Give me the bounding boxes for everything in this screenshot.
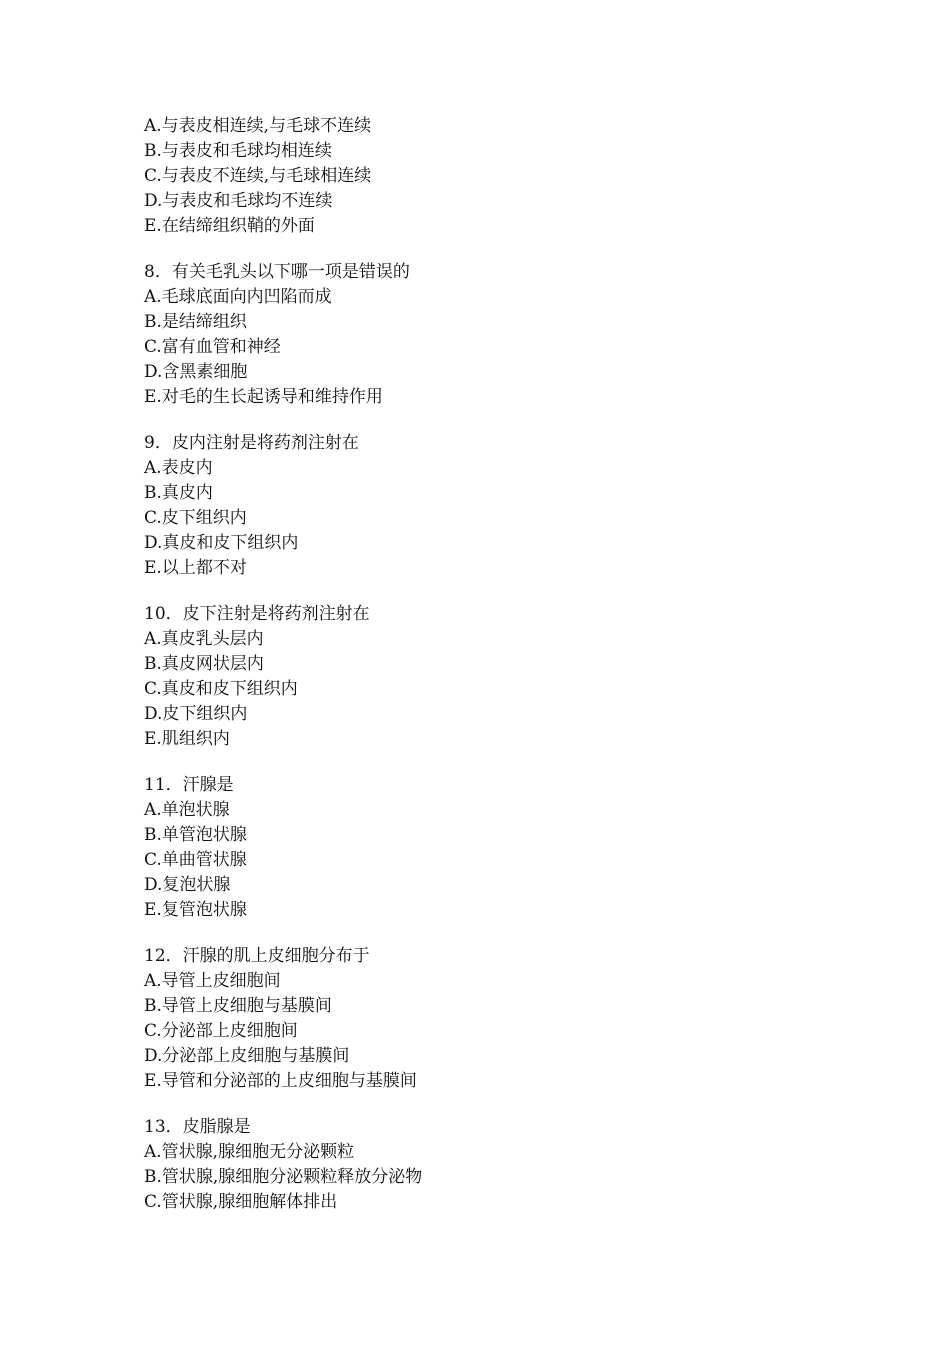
question-block xyxy=(144,602,864,752)
question-block xyxy=(144,773,864,923)
option-c: C.管状腺,腺细胞解体排出 xyxy=(144,1192,338,1212)
option-e: E.以上都不对 xyxy=(144,558,247,578)
option-c: C.真皮和皮下组织内 xyxy=(144,679,298,699)
option-a: A.真皮乳头层内 xyxy=(144,629,264,649)
block-spacer xyxy=(144,1094,864,1115)
question-block xyxy=(144,260,864,410)
option-d: D.与表皮和毛球均不连续 xyxy=(144,191,333,211)
option-a: A.管状腺,腺细胞无分泌颗粒 xyxy=(144,1142,355,1162)
option-d: D.皮下组织内 xyxy=(144,704,248,724)
option-b: B.与表皮和毛球均相连续 xyxy=(144,141,332,161)
option-e: E.在结缔组织鞘的外面 xyxy=(144,216,315,236)
option-a: A.表皮内 xyxy=(144,458,213,478)
option-b: B.管状腺,腺细胞分泌颗粒释放分泌物 xyxy=(144,1167,423,1187)
option-b: B.真皮网状层内 xyxy=(144,654,264,674)
question-block xyxy=(144,1115,864,1215)
question-stem: 9．皮内注射是将药剂注射在 xyxy=(144,433,359,453)
option-d: D.分泌部上皮细胞与基膜间 xyxy=(144,1046,350,1066)
option-c: C.分泌部上皮细胞间 xyxy=(144,1021,298,1041)
option-d: D.复泡状腺 xyxy=(144,875,231,895)
block-spacer xyxy=(144,581,864,602)
question-stem: 10．皮下注射是将药剂注射在 xyxy=(144,604,370,624)
option-a: A.与表皮相连续,与毛球不连续 xyxy=(144,116,372,136)
option-c: C.富有血管和神经 xyxy=(144,337,281,357)
question-stem: 12．汗腺的肌上皮细胞分布于 xyxy=(144,946,370,966)
option-e: E.对毛的生长起诱导和维持作用 xyxy=(144,387,383,407)
option-a: A.导管上皮细胞间 xyxy=(144,971,281,991)
question-block xyxy=(144,114,864,239)
document-page xyxy=(144,114,864,1215)
option-d: D.真皮和皮下组织内 xyxy=(144,533,299,553)
option-b: B.单管泡状腺 xyxy=(144,825,247,845)
option-b: B.是结缔组织 xyxy=(144,312,247,332)
option-c: C.皮下组织内 xyxy=(144,508,247,528)
option-a: A.毛球底面向内凹陷而成 xyxy=(144,287,332,307)
option-b: B.导管上皮细胞与基膜间 xyxy=(144,996,332,1016)
block-spacer xyxy=(144,239,864,260)
option-c: C.单曲管状腺 xyxy=(144,850,247,870)
option-e: E.复管泡状腺 xyxy=(144,900,247,920)
block-spacer xyxy=(144,410,864,431)
question-block xyxy=(144,431,864,581)
block-spacer xyxy=(144,923,864,944)
question-stem: 13．皮脂腺是 xyxy=(144,1117,251,1137)
option-c: C.与表皮不连续,与毛球相连续 xyxy=(144,166,372,186)
question-stem: 11．汗腺是 xyxy=(144,775,234,795)
option-e: E.肌组织内 xyxy=(144,729,230,749)
option-b: B.真皮内 xyxy=(144,483,213,503)
question-block xyxy=(144,944,864,1094)
option-d: D.含黑素细胞 xyxy=(144,362,248,382)
option-e: E.导管和分泌部的上皮细胞与基膜间 xyxy=(144,1071,417,1091)
block-spacer xyxy=(144,752,864,773)
option-a: A.单泡状腺 xyxy=(144,800,230,820)
question-stem: 8．有关毛乳头以下哪一项是错误的 xyxy=(144,262,410,282)
